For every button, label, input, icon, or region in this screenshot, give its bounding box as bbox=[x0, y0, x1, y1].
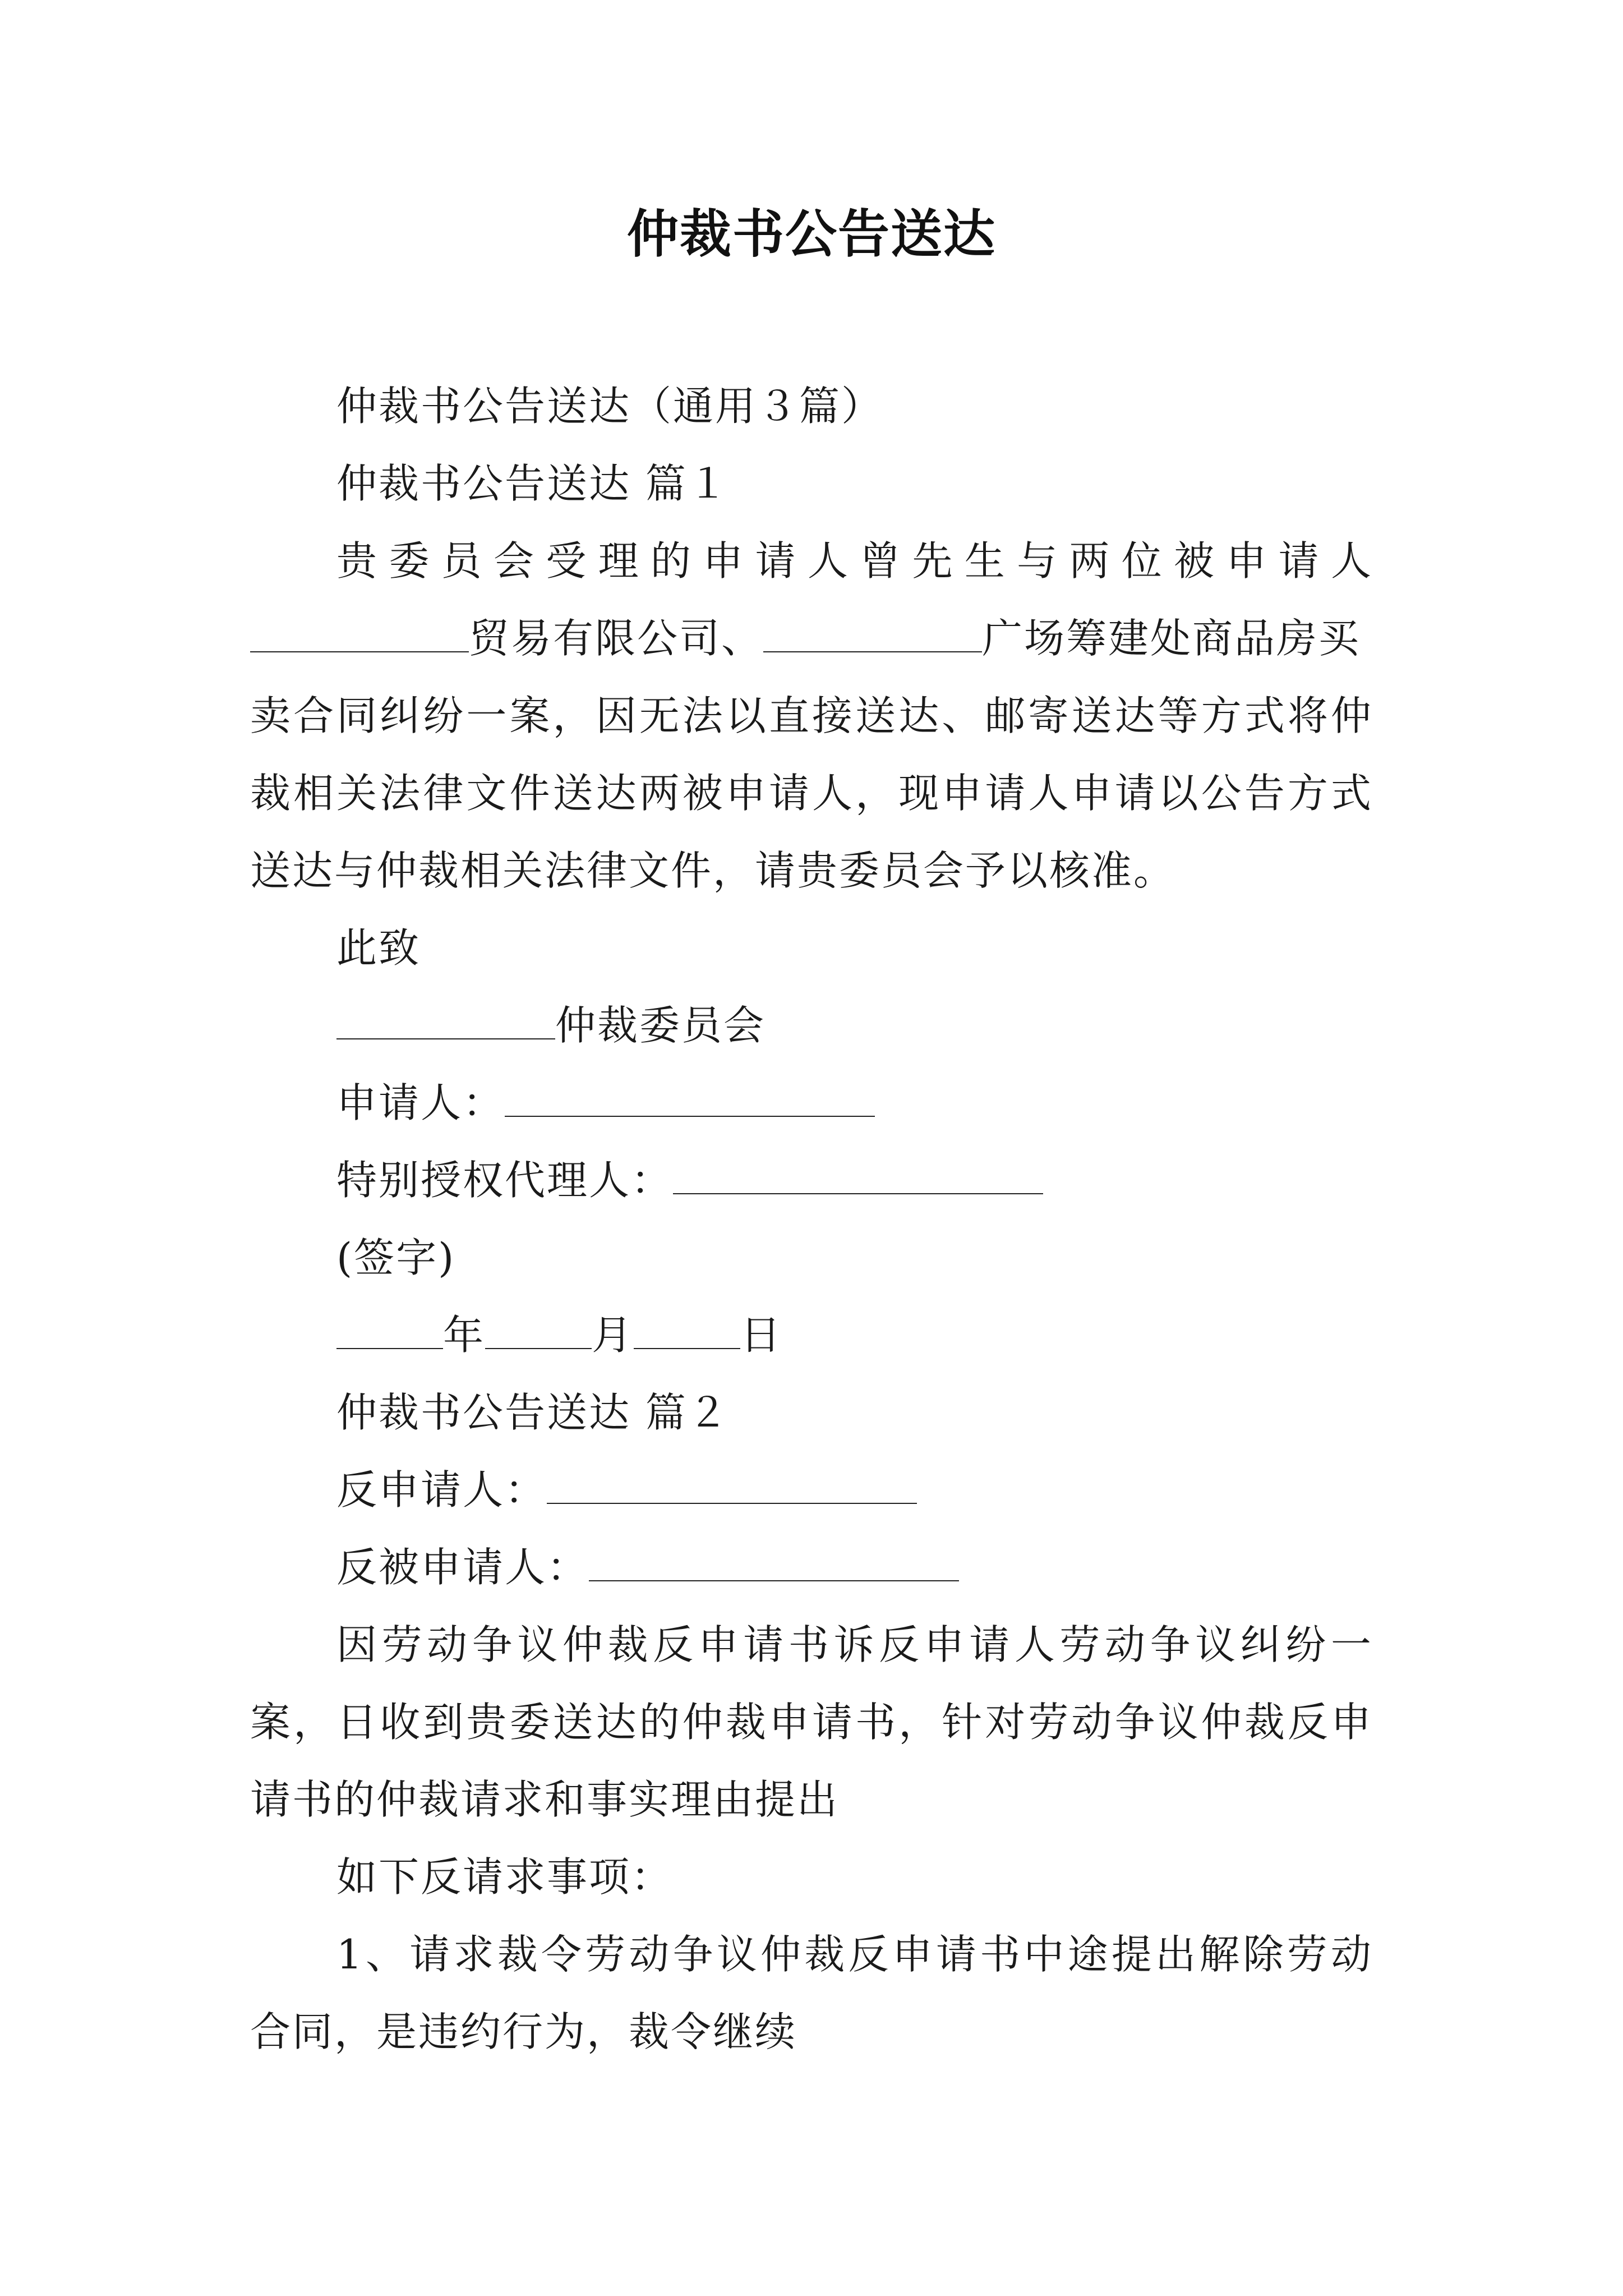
salutation: 此致 bbox=[336, 924, 421, 972]
agent-line bbox=[336, 1153, 1373, 1207]
applicant-label: 申请人： bbox=[336, 1079, 505, 1126]
body-line: 合同，是违约行为，裁令继续 bbox=[250, 2008, 797, 2055]
date-day-label: 日 bbox=[740, 1312, 783, 1359]
fill-in-blank bbox=[336, 1311, 443, 1349]
fill-in-blank bbox=[336, 1001, 555, 1039]
recipient-text: 仲裁委员会 bbox=[555, 1002, 766, 1049]
body-text: 贸易有限公司、 bbox=[469, 615, 764, 662]
applicant-line bbox=[336, 1076, 1373, 1130]
counter-applicant-label: 反申请人： bbox=[336, 1466, 547, 1513]
fill-in-blank bbox=[505, 1079, 875, 1117]
fill-in-blank bbox=[250, 614, 469, 652]
list-item: 1、请求裁令劳动争议仲裁反申请书中途提出解除劳动 bbox=[336, 1931, 1373, 1978]
body-line: 案，日收到贵委送达的仲裁申请书，针对劳动争议仲裁反申 bbox=[250, 1699, 1373, 1746]
counter-applicant-line bbox=[336, 1463, 1373, 1517]
body-line: 裁相关法律文件送达两被申请人，现申请人申请以公告方式 bbox=[250, 770, 1373, 817]
fill-in-blank bbox=[673, 1156, 1043, 1194]
fill-in-blank bbox=[547, 1466, 917, 1504]
date-month-label: 月 bbox=[592, 1312, 634, 1359]
signature-note: (签字) bbox=[336, 1234, 456, 1281]
fill-in-blank bbox=[485, 1311, 592, 1349]
body-line-with-blanks bbox=[250, 611, 1373, 665]
section-heading-1: 仲裁书公告送达 篇１ bbox=[336, 460, 730, 507]
date-year-label: 年 bbox=[443, 1312, 486, 1359]
section-heading-2: 仲裁书公告送达 篇２ bbox=[336, 1389, 730, 1436]
fill-in-blank bbox=[589, 1543, 959, 1581]
page-title: 仲裁书公告送达 bbox=[626, 204, 996, 264]
subtitle-line: 仲裁书公告送达（通用３篇） bbox=[336, 383, 884, 430]
body-line: 请书的仲裁请求和事实理由提出 bbox=[250, 1776, 840, 1823]
body-line: 送达与仲裁相关法律文件，请贵委员会予以核准。 bbox=[250, 847, 1176, 894]
body-line: 贵委员会受理的申请人曾先生与两位被申请人 bbox=[336, 537, 1373, 585]
fill-in-blank bbox=[634, 1311, 740, 1349]
body-line: 如下反请求事项： bbox=[336, 1853, 674, 1901]
recipient-line bbox=[336, 999, 1373, 1052]
body-line: 卖合同纠纷一案，因无法以直接送达、邮寄送达等方式将仲 bbox=[250, 692, 1373, 739]
fill-in-blank bbox=[763, 614, 982, 652]
date-line bbox=[336, 1308, 1373, 1362]
agent-label: 特别授权代理人： bbox=[336, 1157, 674, 1204]
body-text: 广场筹建处商品房买 bbox=[982, 615, 1361, 662]
counter-respondent-label: 反被申请人： bbox=[336, 1544, 589, 1591]
body-line: 因劳动争议仲裁反申请书诉反申请人劳动争议纠纷一 bbox=[336, 1621, 1373, 1668]
counter-respondent-line bbox=[336, 1540, 1373, 1594]
